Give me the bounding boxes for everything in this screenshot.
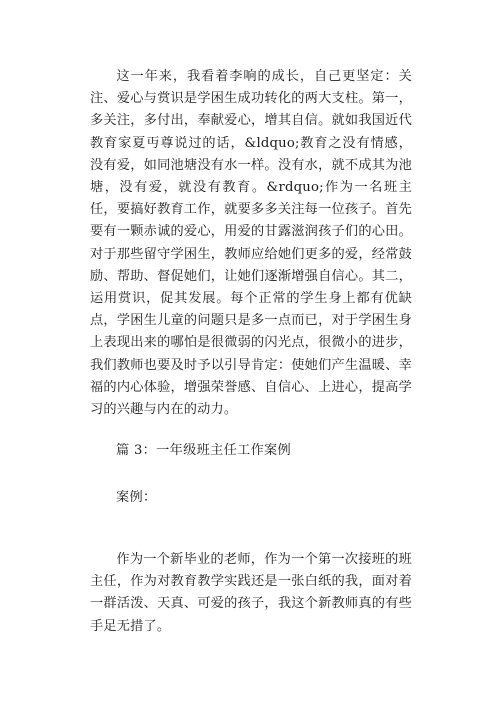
body-paragraph-growth-reflection: 这一年来，我看着李响的成长，自己更坚定：关注、爱心与赏识是学困生成功转化的两大支柱。第一，多关注，多付出，奉献爱心，增其自信。就如我国近代教育家夏丏尊说过的话，&ldquo;教育之没有情感，没有爱，如同池塘没有水一样。没有水，就不成其为池塘，没有爱，就没有教育。&rdquo;作为一名班主任，要搞好教育工作，就要多多关注每一位孩子。首先要有一颗赤诚的爱心，用爱的甘露滋润孩子们的心田。对于那些留守学困生，教师应给她们更多的爱，经常鼓励、帮助、督促她们，让她们逐渐增强自信心。其二，运用赏识，促其发展。每个正常的学生身上都有优缺点，学困生儿童的问题只是多一点而已，对于学困生身上表现出来的哪怕是很微弱的闪光点，很微小的进步，我们教师也要及时予以引导肯定：使她们产生温暖、幸福的内心体验，增强荣誉感、自信心、上进心，提高学习的兴趣与内在的动力。 (90, 69, 412, 418)
body-paragraph-new-teacher: 作为一个新毕业的老师，作为一个第一次接班的班主任，作为对教育教学实践还是一张白纸的我，面对着一群活泼、天真、可爱的孩子，我这个新教师真的有些手足无措了。 (90, 552, 412, 634)
case-label: 案例： (116, 490, 157, 505)
section-heading: 篇 3：一年级班主任工作案例 (116, 443, 292, 458)
